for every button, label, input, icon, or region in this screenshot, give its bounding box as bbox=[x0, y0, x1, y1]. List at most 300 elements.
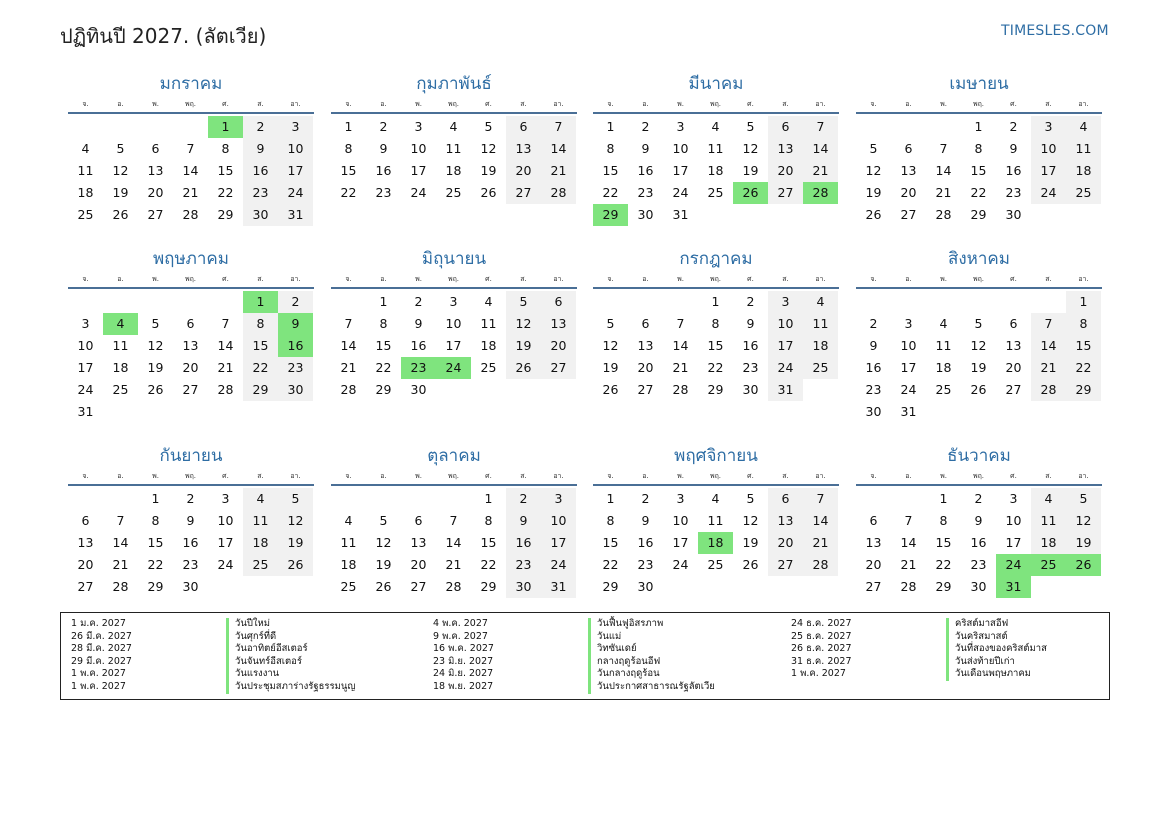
day-cell[interactable]: 13 bbox=[865, 535, 882, 550]
day-cell[interactable]: 18 bbox=[480, 338, 497, 353]
day-cell[interactable]: 5 bbox=[506, 291, 541, 313]
day-cell[interactable]: 7 bbox=[939, 141, 948, 156]
day-cell[interactable]: 25 bbox=[1031, 554, 1066, 576]
day-cell[interactable]: 12 bbox=[865, 163, 882, 178]
day-cell[interactable]: 17 bbox=[672, 535, 689, 550]
day-cell[interactable]: 12 bbox=[1066, 510, 1101, 532]
day-cell[interactable]: 29 bbox=[602, 579, 619, 594]
day-cell[interactable]: 9 bbox=[641, 513, 650, 528]
day-cell[interactable]: 18 bbox=[1066, 160, 1101, 182]
day-cell[interactable]: 17 bbox=[77, 360, 94, 375]
day-cell[interactable]: 20 bbox=[768, 160, 803, 182]
day-cell[interactable]: 14 bbox=[803, 510, 838, 532]
day-cell[interactable]: 11 bbox=[1031, 510, 1066, 532]
day-cell[interactable]: 10 bbox=[900, 338, 917, 353]
day-cell[interactable]: 2 bbox=[278, 291, 313, 313]
day-cell[interactable]: 27 bbox=[637, 382, 654, 397]
day-cell[interactable]: 6 bbox=[904, 141, 913, 156]
day-cell[interactable]: 13 bbox=[768, 138, 803, 160]
day-cell[interactable]: 6 bbox=[506, 116, 541, 138]
day-cell[interactable]: 26 bbox=[480, 185, 497, 200]
day-cell[interactable]: 13 bbox=[77, 535, 94, 550]
day-cell[interactable]: 31 bbox=[278, 204, 313, 226]
day-cell[interactable]: 21 bbox=[182, 185, 199, 200]
day-cell[interactable]: 25 bbox=[112, 382, 129, 397]
day-cell[interactable]: 28 bbox=[900, 579, 917, 594]
day-cell[interactable]: 2 bbox=[414, 294, 423, 309]
day-cell[interactable]: 28 bbox=[217, 382, 234, 397]
day-cell[interactable]: 13 bbox=[410, 535, 427, 550]
day-cell[interactable]: 4 bbox=[344, 513, 353, 528]
day-cell[interactable]: 11 bbox=[935, 338, 952, 353]
day-cell[interactable]: 17 bbox=[900, 360, 917, 375]
day-cell[interactable]: 15 bbox=[340, 163, 357, 178]
day-cell[interactable]: 13 bbox=[637, 338, 654, 353]
day-cell[interactable]: 6 bbox=[541, 291, 576, 313]
day-cell[interactable]: 23 bbox=[278, 357, 313, 379]
day-cell[interactable]: 14 bbox=[340, 338, 357, 353]
day-cell[interactable]: 30 bbox=[278, 379, 313, 401]
day-cell[interactable]: 23 bbox=[742, 360, 759, 375]
day-cell[interactable]: 11 bbox=[707, 513, 724, 528]
day-cell[interactable]: 5 bbox=[746, 491, 755, 506]
day-cell[interactable]: 19 bbox=[1066, 532, 1101, 554]
day-cell[interactable]: 6 bbox=[186, 316, 195, 331]
day-cell[interactable]: 8 bbox=[243, 313, 278, 335]
day-cell[interactable]: 21 bbox=[672, 360, 689, 375]
day-cell[interactable]: 29 bbox=[217, 207, 234, 222]
day-cell[interactable]: 18 bbox=[77, 185, 94, 200]
day-cell[interactable]: 3 bbox=[541, 488, 576, 510]
day-cell[interactable]: 23 bbox=[637, 557, 654, 572]
day-cell[interactable]: 4 bbox=[449, 119, 458, 134]
day-cell[interactable]: 26 bbox=[742, 557, 759, 572]
day-cell[interactable]: 30 bbox=[243, 204, 278, 226]
day-cell[interactable]: 4 bbox=[484, 294, 493, 309]
day-cell[interactable]: 4 bbox=[81, 141, 90, 156]
day-cell[interactable]: 9 bbox=[414, 316, 423, 331]
day-cell[interactable]: 16 bbox=[742, 338, 759, 353]
day-cell[interactable]: 1 bbox=[1066, 291, 1101, 313]
day-cell[interactable]: 25 bbox=[935, 382, 952, 397]
day-cell[interactable]: 3 bbox=[414, 119, 423, 134]
day-cell[interactable]: 8 bbox=[484, 513, 493, 528]
day-cell[interactable]: 11 bbox=[480, 316, 497, 331]
day-cell[interactable]: 6 bbox=[414, 513, 423, 528]
day-cell[interactable]: 17 bbox=[445, 338, 462, 353]
day-cell[interactable]: 11 bbox=[77, 163, 94, 178]
day-cell[interactable]: 9 bbox=[1009, 141, 1018, 156]
day-cell[interactable]: 1 bbox=[484, 491, 493, 506]
day-cell[interactable]: 22 bbox=[217, 185, 234, 200]
day-cell[interactable]: 8 bbox=[151, 513, 160, 528]
day-cell[interactable]: 3 bbox=[676, 491, 685, 506]
day-cell[interactable]: 21 bbox=[217, 360, 234, 375]
day-cell[interactable]: 5 bbox=[974, 316, 983, 331]
day-cell[interactable]: 22 bbox=[375, 360, 392, 375]
day-cell[interactable]: 18 bbox=[243, 532, 278, 554]
day-cell[interactable]: 6 bbox=[1009, 316, 1018, 331]
day-cell[interactable]: 19 bbox=[742, 163, 759, 178]
day-cell[interactable]: 1 bbox=[208, 116, 243, 138]
day-cell[interactable]: 22 bbox=[707, 360, 724, 375]
day-cell[interactable]: 31 bbox=[541, 576, 576, 598]
day-cell[interactable]: 21 bbox=[803, 160, 838, 182]
day-cell[interactable]: 19 bbox=[602, 360, 619, 375]
day-cell[interactable]: 8 bbox=[606, 141, 615, 156]
day-cell[interactable]: 25 bbox=[243, 554, 278, 576]
day-cell[interactable]: 19 bbox=[506, 335, 541, 357]
day-cell[interactable]: 2 bbox=[641, 491, 650, 506]
day-cell[interactable]: 20 bbox=[637, 360, 654, 375]
day-cell[interactable]: 3 bbox=[278, 116, 313, 138]
day-cell[interactable]: 3 bbox=[449, 294, 458, 309]
day-cell[interactable]: 22 bbox=[602, 557, 619, 572]
day-cell[interactable]: 14 bbox=[112, 535, 129, 550]
day-cell[interactable]: 16 bbox=[375, 163, 392, 178]
day-cell[interactable]: 1 bbox=[606, 491, 615, 506]
day-cell[interactable]: 9 bbox=[641, 141, 650, 156]
day-cell[interactable]: 14 bbox=[900, 535, 917, 550]
day-cell[interactable]: 24 bbox=[217, 557, 234, 572]
day-cell[interactable]: 6 bbox=[641, 316, 650, 331]
day-cell[interactable]: 25 bbox=[707, 185, 724, 200]
day-cell[interactable]: 30 bbox=[865, 404, 882, 419]
day-cell[interactable]: 27 bbox=[900, 207, 917, 222]
day-cell[interactable]: 8 bbox=[939, 513, 948, 528]
day-cell[interactable]: 24 bbox=[996, 554, 1031, 576]
day-cell[interactable]: 24 bbox=[900, 382, 917, 397]
day-cell[interactable]: 23 bbox=[182, 557, 199, 572]
day-cell[interactable]: 26 bbox=[1066, 554, 1101, 576]
day-cell[interactable]: 27 bbox=[77, 579, 94, 594]
day-cell[interactable]: 2 bbox=[1009, 119, 1018, 134]
day-cell[interactable]: 12 bbox=[480, 141, 497, 156]
day-cell[interactable]: 10 bbox=[1031, 138, 1066, 160]
day-cell[interactable]: 27 bbox=[1005, 382, 1022, 397]
day-cell[interactable]: 20 bbox=[410, 557, 427, 572]
day-cell[interactable]: 5 bbox=[1066, 488, 1101, 510]
day-cell[interactable]: 15 bbox=[970, 163, 987, 178]
day-cell[interactable]: 25 bbox=[1066, 182, 1101, 204]
day-cell[interactable]: 7 bbox=[116, 513, 125, 528]
day-cell[interactable]: 24 bbox=[768, 357, 803, 379]
day-cell[interactable]: 26 bbox=[147, 382, 164, 397]
day-cell[interactable]: 31 bbox=[672, 207, 689, 222]
day-cell[interactable]: 21 bbox=[112, 557, 129, 572]
day-cell[interactable]: 27 bbox=[541, 357, 576, 379]
day-cell[interactable]: 14 bbox=[445, 535, 462, 550]
day-cell[interactable]: 3 bbox=[768, 291, 803, 313]
day-cell[interactable]: 14 bbox=[217, 338, 234, 353]
day-cell[interactable]: 7 bbox=[676, 316, 685, 331]
day-cell[interactable]: 27 bbox=[506, 182, 541, 204]
day-cell[interactable]: 17 bbox=[768, 335, 803, 357]
day-cell[interactable]: 26 bbox=[970, 382, 987, 397]
day-cell[interactable]: 6 bbox=[151, 141, 160, 156]
day-cell[interactable]: 4 bbox=[243, 488, 278, 510]
day-cell[interactable]: 18 bbox=[707, 163, 724, 178]
day-cell[interactable]: 16 bbox=[410, 338, 427, 353]
day-cell[interactable]: 17 bbox=[278, 160, 313, 182]
day-cell[interactable]: 7 bbox=[803, 116, 838, 138]
day-cell[interactable]: 29 bbox=[970, 207, 987, 222]
day-cell[interactable]: 8 bbox=[379, 316, 388, 331]
day-cell[interactable]: 29 bbox=[375, 382, 392, 397]
day-cell[interactable]: 13 bbox=[541, 313, 576, 335]
day-cell[interactable]: 17 bbox=[217, 535, 234, 550]
day-cell[interactable]: 20 bbox=[77, 557, 94, 572]
day-cell[interactable]: 1 bbox=[151, 491, 160, 506]
day-cell[interactable]: 16 bbox=[637, 535, 654, 550]
day-cell[interactable]: 7 bbox=[1031, 313, 1066, 335]
day-cell[interactable]: 22 bbox=[480, 557, 497, 572]
day-cell[interactable]: 22 bbox=[1066, 357, 1101, 379]
day-cell[interactable]: 18 bbox=[698, 532, 733, 554]
day-cell[interactable]: 9 bbox=[974, 513, 983, 528]
day-cell[interactable]: 2 bbox=[379, 119, 388, 134]
day-cell[interactable]: 19 bbox=[112, 185, 129, 200]
day-cell[interactable]: 5 bbox=[151, 316, 160, 331]
day-cell[interactable]: 22 bbox=[243, 357, 278, 379]
day-cell[interactable]: 2 bbox=[869, 316, 878, 331]
day-cell[interactable]: 30 bbox=[506, 576, 541, 598]
day-cell[interactable]: 24 bbox=[672, 557, 689, 572]
day-cell[interactable]: 10 bbox=[1005, 513, 1022, 528]
day-cell[interactable]: 7 bbox=[803, 488, 838, 510]
day-cell[interactable]: 7 bbox=[904, 513, 913, 528]
day-cell[interactable]: 4 bbox=[803, 291, 838, 313]
day-cell[interactable]: 23 bbox=[243, 182, 278, 204]
day-cell[interactable]: 23 bbox=[1005, 185, 1022, 200]
day-cell[interactable]: 12 bbox=[147, 338, 164, 353]
day-cell[interactable]: 3 bbox=[676, 119, 685, 134]
day-cell[interactable]: 23 bbox=[637, 185, 654, 200]
day-cell[interactable]: 5 bbox=[484, 119, 493, 134]
day-cell[interactable]: 11 bbox=[243, 510, 278, 532]
day-cell[interactable]: 14 bbox=[541, 138, 576, 160]
day-cell[interactable]: 14 bbox=[803, 138, 838, 160]
day-cell[interactable]: 22 bbox=[147, 557, 164, 572]
day-cell[interactable]: 6 bbox=[81, 513, 90, 528]
brand-link[interactable]: TIMESLES.COM bbox=[1001, 23, 1109, 39]
day-cell[interactable]: 22 bbox=[602, 185, 619, 200]
day-cell[interactable]: 9 bbox=[379, 141, 388, 156]
day-cell[interactable]: 1 bbox=[711, 294, 720, 309]
day-cell[interactable]: 21 bbox=[340, 360, 357, 375]
day-cell[interactable]: 7 bbox=[541, 116, 576, 138]
day-cell[interactable]: 10 bbox=[768, 313, 803, 335]
day-cell[interactable]: 11 bbox=[112, 338, 129, 353]
day-cell[interactable]: 25 bbox=[803, 357, 838, 379]
day-cell[interactable]: 26 bbox=[865, 207, 882, 222]
day-cell[interactable]: 28 bbox=[935, 207, 952, 222]
day-cell[interactable]: 20 bbox=[506, 160, 541, 182]
day-cell[interactable]: 1 bbox=[243, 291, 278, 313]
day-cell[interactable]: 27 bbox=[410, 579, 427, 594]
day-cell[interactable]: 16 bbox=[1005, 163, 1022, 178]
day-cell[interactable]: 3 bbox=[81, 316, 90, 331]
day-cell[interactable]: 2 bbox=[746, 294, 755, 309]
day-cell[interactable]: 3 bbox=[1031, 116, 1066, 138]
day-cell[interactable]: 7 bbox=[221, 316, 230, 331]
day-cell[interactable]: 13 bbox=[182, 338, 199, 353]
day-cell[interactable]: 1 bbox=[344, 119, 353, 134]
day-cell[interactable]: 16 bbox=[865, 360, 882, 375]
day-cell[interactable]: 3 bbox=[221, 491, 230, 506]
day-cell[interactable]: 14 bbox=[1031, 335, 1066, 357]
day-cell[interactable]: 30 bbox=[970, 579, 987, 594]
day-cell[interactable]: 8 bbox=[711, 316, 720, 331]
day-cell[interactable]: 12 bbox=[375, 535, 392, 550]
day-cell[interactable]: 31 bbox=[768, 379, 803, 401]
day-cell[interactable]: 28 bbox=[112, 579, 129, 594]
day-cell[interactable]: 26 bbox=[733, 182, 768, 204]
day-cell[interactable]: 5 bbox=[116, 141, 125, 156]
day-cell[interactable]: 9 bbox=[869, 338, 878, 353]
day-cell[interactable]: 26 bbox=[112, 207, 129, 222]
day-cell[interactable]: 26 bbox=[375, 579, 392, 594]
day-cell[interactable]: 24 bbox=[410, 185, 427, 200]
day-cell[interactable]: 12 bbox=[602, 338, 619, 353]
day-cell[interactable]: 2 bbox=[641, 119, 650, 134]
day-cell[interactable]: 21 bbox=[900, 557, 917, 572]
day-cell[interactable]: 21 bbox=[935, 185, 952, 200]
day-cell[interactable]: 20 bbox=[147, 185, 164, 200]
day-cell[interactable]: 18 bbox=[935, 360, 952, 375]
day-cell[interactable]: 5 bbox=[869, 141, 878, 156]
day-cell[interactable]: 12 bbox=[278, 510, 313, 532]
day-cell[interactable]: 11 bbox=[803, 313, 838, 335]
day-cell[interactable]: 21 bbox=[803, 532, 838, 554]
day-cell[interactable]: 23 bbox=[970, 557, 987, 572]
day-cell[interactable]: 3 bbox=[1009, 491, 1018, 506]
day-cell[interactable]: 4 bbox=[103, 313, 138, 335]
day-cell[interactable]: 8 bbox=[974, 141, 983, 156]
day-cell[interactable]: 31 bbox=[996, 576, 1031, 598]
day-cell[interactable]: 18 bbox=[1031, 532, 1066, 554]
day-cell[interactable]: 17 bbox=[672, 163, 689, 178]
day-cell[interactable]: 22 bbox=[935, 557, 952, 572]
day-cell[interactable]: 8 bbox=[1066, 313, 1101, 335]
day-cell[interactable]: 8 bbox=[221, 141, 230, 156]
day-cell[interactable]: 17 bbox=[410, 163, 427, 178]
day-cell[interactable]: 19 bbox=[970, 360, 987, 375]
day-cell[interactable]: 18 bbox=[340, 557, 357, 572]
day-cell[interactable]: 1 bbox=[939, 491, 948, 506]
day-cell[interactable]: 17 bbox=[1031, 160, 1066, 182]
day-cell[interactable]: 27 bbox=[865, 579, 882, 594]
day-cell[interactable]: 5 bbox=[606, 316, 615, 331]
day-cell[interactable]: 15 bbox=[243, 335, 278, 357]
day-cell[interactable]: 12 bbox=[970, 338, 987, 353]
day-cell[interactable]: 16 bbox=[506, 532, 541, 554]
day-cell[interactable]: 7 bbox=[186, 141, 195, 156]
day-cell[interactable]: 19 bbox=[480, 163, 497, 178]
day-cell[interactable]: 4 bbox=[711, 491, 720, 506]
day-cell[interactable]: 16 bbox=[243, 160, 278, 182]
day-cell[interactable]: 12 bbox=[506, 313, 541, 335]
day-cell[interactable]: 6 bbox=[768, 488, 803, 510]
day-cell[interactable]: 24 bbox=[436, 357, 471, 379]
day-cell[interactable]: 2 bbox=[186, 491, 195, 506]
day-cell[interactable]: 16 bbox=[970, 535, 987, 550]
day-cell[interactable]: 5 bbox=[746, 119, 755, 134]
day-cell[interactable]: 18 bbox=[803, 335, 838, 357]
day-cell[interactable]: 2 bbox=[243, 116, 278, 138]
day-cell[interactable]: 30 bbox=[742, 382, 759, 397]
day-cell[interactable]: 19 bbox=[375, 557, 392, 572]
day-cell[interactable]: 4 bbox=[1031, 488, 1066, 510]
day-cell[interactable]: 30 bbox=[410, 382, 427, 397]
day-cell[interactable]: 27 bbox=[768, 182, 803, 204]
day-cell[interactable]: 10 bbox=[77, 338, 94, 353]
day-cell[interactable]: 9 bbox=[506, 510, 541, 532]
day-cell[interactable]: 21 bbox=[445, 557, 462, 572]
day-cell[interactable]: 12 bbox=[742, 513, 759, 528]
day-cell[interactable]: 4 bbox=[711, 119, 720, 134]
day-cell[interactable]: 19 bbox=[147, 360, 164, 375]
day-cell[interactable]: 28 bbox=[541, 182, 576, 204]
day-cell[interactable]: 11 bbox=[340, 535, 357, 550]
day-cell[interactable]: 27 bbox=[147, 207, 164, 222]
day-cell[interactable]: 28 bbox=[803, 182, 838, 204]
day-cell[interactable]: 5 bbox=[379, 513, 388, 528]
day-cell[interactable]: 10 bbox=[672, 513, 689, 528]
day-cell[interactable]: 28 bbox=[1031, 379, 1066, 401]
day-cell[interactable]: 26 bbox=[602, 382, 619, 397]
day-cell[interactable]: 3 bbox=[904, 316, 913, 331]
day-cell[interactable]: 4 bbox=[939, 316, 948, 331]
day-cell[interactable]: 24 bbox=[672, 185, 689, 200]
day-cell[interactable]: 25 bbox=[77, 207, 94, 222]
day-cell[interactable]: 30 bbox=[182, 579, 199, 594]
day-cell[interactable]: 13 bbox=[768, 510, 803, 532]
day-cell[interactable]: 7 bbox=[344, 316, 353, 331]
day-cell[interactable]: 8 bbox=[606, 513, 615, 528]
day-cell[interactable]: 29 bbox=[147, 579, 164, 594]
day-cell[interactable]: 13 bbox=[147, 163, 164, 178]
day-cell[interactable]: 26 bbox=[506, 357, 541, 379]
day-cell[interactable]: 30 bbox=[637, 207, 654, 222]
day-cell[interactable]: 16 bbox=[182, 535, 199, 550]
day-cell[interactable]: 6 bbox=[869, 513, 878, 528]
day-cell[interactable]: 10 bbox=[445, 316, 462, 331]
day-cell[interactable]: 10 bbox=[217, 513, 234, 528]
day-cell[interactable]: 25 bbox=[445, 185, 462, 200]
day-cell[interactable]: 26 bbox=[278, 554, 313, 576]
day-cell[interactable]: 29 bbox=[480, 579, 497, 594]
day-cell[interactable]: 12 bbox=[742, 141, 759, 156]
day-cell[interactable]: 17 bbox=[541, 532, 576, 554]
day-cell[interactable]: 24 bbox=[278, 182, 313, 204]
day-cell[interactable]: 9 bbox=[746, 316, 755, 331]
day-cell[interactable]: 10 bbox=[410, 141, 427, 156]
day-cell[interactable]: 28 bbox=[803, 554, 838, 576]
day-cell[interactable]: 10 bbox=[672, 141, 689, 156]
day-cell[interactable]: 29 bbox=[1066, 379, 1101, 401]
day-cell[interactable]: 16 bbox=[278, 335, 313, 357]
day-cell[interactable]: 28 bbox=[672, 382, 689, 397]
day-cell[interactable]: 25 bbox=[707, 557, 724, 572]
day-cell[interactable]: 12 bbox=[112, 163, 129, 178]
day-cell[interactable]: 20 bbox=[865, 557, 882, 572]
day-cell[interactable]: 19 bbox=[278, 532, 313, 554]
day-cell[interactable]: 15 bbox=[147, 535, 164, 550]
day-cell[interactable]: 11 bbox=[707, 141, 724, 156]
day-cell[interactable]: 24 bbox=[77, 382, 94, 397]
day-cell[interactable]: 23 bbox=[375, 185, 392, 200]
